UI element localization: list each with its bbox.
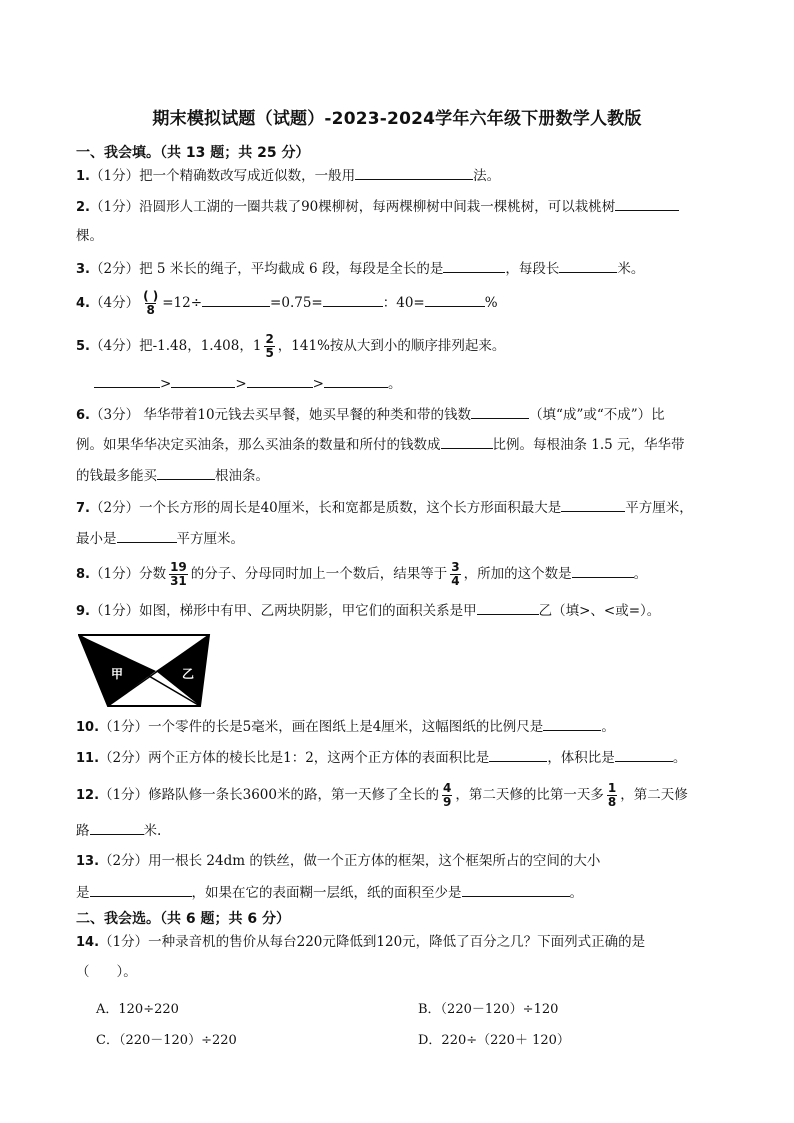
question-text: （填“成”或“不成”）比 [529,407,665,423]
answer-blank[interactable] [489,747,547,762]
fraction-denominator: 8 [607,795,617,809]
answer-blank[interactable] [615,196,679,211]
answer-blank[interactable] [202,292,270,307]
fraction-numerator: 2 [265,332,274,346]
question-text: ，所加的这个数是 [463,566,572,582]
question-text: ，每段长 [505,261,560,277]
question-number: 6. [76,408,90,423]
fraction-denominator: 9 [442,795,452,809]
question-text: 如图，梯形中有甲、乙两块阴影，甲它们的面积关系是甲 [139,603,477,619]
question-text: 。 [387,376,402,392]
fraction-denominator: 8 [146,303,155,317]
fraction [607,782,617,809]
answer-blank[interactable] [157,465,215,480]
greater-than: > [312,376,324,392]
fraction-numerator: 3 [451,560,460,574]
question-score: （4分） [89,338,140,354]
question-2-cont [76,226,103,246]
answer-blank[interactable] [425,292,485,307]
question-text: ，第二天修的比第一天多 [455,787,604,803]
question-score: （2分） [89,500,140,516]
answer-bracket: （ ）。 [76,964,137,980]
label-yi: 乙 [182,667,195,681]
answer-blank[interactable] [355,165,473,180]
option-c[interactable]: C．（220－120）÷220 [96,1033,237,1048]
question-score: （3分） [89,407,140,423]
question-text: 路 [76,823,90,839]
option-b[interactable]: B．（220－120）÷120 [418,1002,559,1017]
answer-blank[interactable] [462,882,570,897]
fraction-denominator: 31 [170,574,187,588]
question-text: 用一根长 24dm 的铁丝，做一个正方体的框架，这个框架所占的空间的大小 [148,853,601,869]
question-9 [76,600,660,622]
question-text: 平方厘米， [625,500,693,516]
question-text: 。 [601,719,615,735]
fraction-numerator: ( ) [143,289,159,303]
answer-blank[interactable] [471,404,529,419]
question-number: 4. [76,296,90,311]
answer-blank[interactable] [615,747,673,762]
question-number: 10. [76,720,100,735]
question-number: 14. [76,935,100,950]
question-number: 13. [76,854,100,869]
question-text: ：40= [382,295,425,311]
question-score: （1分） [99,787,149,803]
fraction [450,561,460,588]
label-jia: 甲 [111,667,124,681]
question-score: （1分） [99,934,149,950]
fraction-denominator: 5 [265,346,274,360]
fraction-numerator: 19 [170,560,187,574]
question-text: 棵。 [76,228,103,244]
question-text: 例。如果华华决定买油条，那么买油条的数量和所付的钱数成 [76,437,441,453]
question-number: 7. [76,501,90,516]
question-8 [76,559,647,590]
question-number: 9. [76,604,90,619]
question-score: （1分） [89,168,140,184]
greater-than: > [235,376,247,392]
question-2 [76,196,679,218]
question-number: 3. [76,262,90,277]
question-text: 把-1.48，1.408，1 [139,338,262,354]
option-a[interactable]: A．120÷220 [96,1002,179,1017]
page-title: 期末模拟试题（试题）-2023-2024学年六年级下册数学人教版 [152,109,642,129]
question-score: （4分） [89,295,140,311]
question-5-answers [94,373,401,394]
question-score: （2分） [99,853,149,869]
question-6-cont2 [76,465,269,486]
option-d[interactable]: D．220÷（220＋ 120） [418,1033,570,1048]
answer-blank[interactable] [443,258,505,273]
question-6-cont [76,434,685,455]
answer-blank[interactable] [477,600,539,615]
question-text: ，141%按从大到小的顺序排列起来。 [277,338,506,354]
question-text: 乙（填>、<或=）。 [538,603,661,619]
answer-blank[interactable] [543,716,601,731]
fraction [169,561,188,588]
question-12-cont [76,820,161,841]
question-text: 的分子、分母同时加上一个数后，结果等于 [190,566,448,582]
fraction-numerator: 1 [607,781,617,795]
question-score: （2分） [89,261,140,277]
section-heading-choose: 二、我会选。（共 6 题；共 6 分） [76,911,290,927]
answer-blank[interactable] [117,528,177,543]
question-score: （2分） [99,750,149,766]
answer-blank[interactable] [90,882,192,897]
question-text: 一个长方形的周长是40厘米，长和宽都是质数，这个长方形面积最大是 [139,500,562,516]
answer-blank[interactable] [441,434,493,449]
question-text: 根油条。 [215,468,269,484]
question-score: （1分） [99,719,149,735]
question-7 [76,497,693,519]
question-text: 。 [633,566,648,582]
question-text: 两个正方体的棱长比是1：2，这两个正方体的表面积比是 [148,750,490,766]
question-number: 1. [76,169,90,184]
question-text: 一个零件的长是5毫米，画在图纸上是4厘米，这幅图纸的比例尺是 [148,719,544,735]
answer-blank[interactable] [94,373,160,388]
question-text: 最小是 [76,531,117,547]
question-text: 法。 [473,168,501,184]
question-5 [76,331,505,362]
question-14-cont [76,962,137,982]
question-1 [76,165,500,187]
question-text: ，第二天修 [620,787,688,803]
answer-blank[interactable] [171,373,235,388]
fraction-numerator: 4 [442,781,452,795]
answer-blank[interactable] [323,292,383,307]
answer-blank[interactable] [247,373,313,388]
question-11 [76,747,686,769]
question-text: 是 [76,885,90,901]
answer-blank[interactable] [90,820,144,835]
question-text: 平方厘米。 [176,531,244,547]
question-13 [76,851,600,872]
question-text: 的钱最多能买 [76,468,157,484]
question-text: ，如果在它的表面糊一层纸，纸的面积至少是 [191,885,462,901]
question-text: 。 [672,750,687,766]
question-number: 2. [76,200,90,215]
question-text: % [484,295,498,311]
question-number: 11. [76,751,100,766]
question-14 [76,932,645,953]
question-10 [76,716,615,738]
question-text: 米。 [617,261,645,277]
question-text: =12÷ [162,295,203,311]
question-score: （1分） [89,566,140,582]
fraction [264,333,274,360]
answer-blank[interactable] [572,563,634,578]
answer-blank[interactable] [559,258,617,273]
question-12 [76,780,688,811]
answer-blank[interactable] [561,497,625,512]
question-text: 把一个精确数改写成近似数，一般用 [139,168,356,184]
question-4 [76,288,498,319]
question-text: 华华带着10元钱去买早餐，她买早餐的种类和带的钱数 [143,407,472,423]
section-heading-fill: 一、我会填。（共 13 题；共 25 分） [76,145,310,161]
trapezoid-figure [78,634,212,708]
question-text: 把 5 米长的绳子，平均截成 6 段，每段是全长的是 [139,261,444,277]
question-text: 米. [143,823,162,839]
question-3 [76,258,644,280]
question-13-cont [76,882,583,903]
question-text: 比例。每根油条 1.5 元，华华带 [492,437,685,453]
question-text: 一种录音机的售价从每台220元降低到120元，降低了百分之几？下面列式正确的是 [148,934,646,950]
fraction [142,290,159,317]
question-score: （1分） [89,603,140,619]
fraction [442,782,452,809]
question-6 [76,404,665,426]
fraction-denominator: 4 [451,574,460,588]
question-7-cont [76,528,244,549]
question-text: 修路队修一条长3600米的路，第一天修了全长的 [148,787,439,803]
greater-than: > [160,376,172,392]
question-text: =0.75= [270,295,323,311]
question-text: 。 [569,885,583,901]
question-number: 8. [76,567,90,582]
question-text: ，体积比是 [547,750,615,766]
question-text: 分数 [139,566,167,582]
question-number: 12. [76,788,100,803]
question-number: 5. [76,339,90,354]
question-text: 沿圆形人工湖的一圈共栽了90棵柳树，每两棵柳树中间栽一棵桃树，可以栽桃树 [139,199,616,215]
answer-blank[interactable] [324,373,388,388]
question-score: （1分） [89,199,140,215]
